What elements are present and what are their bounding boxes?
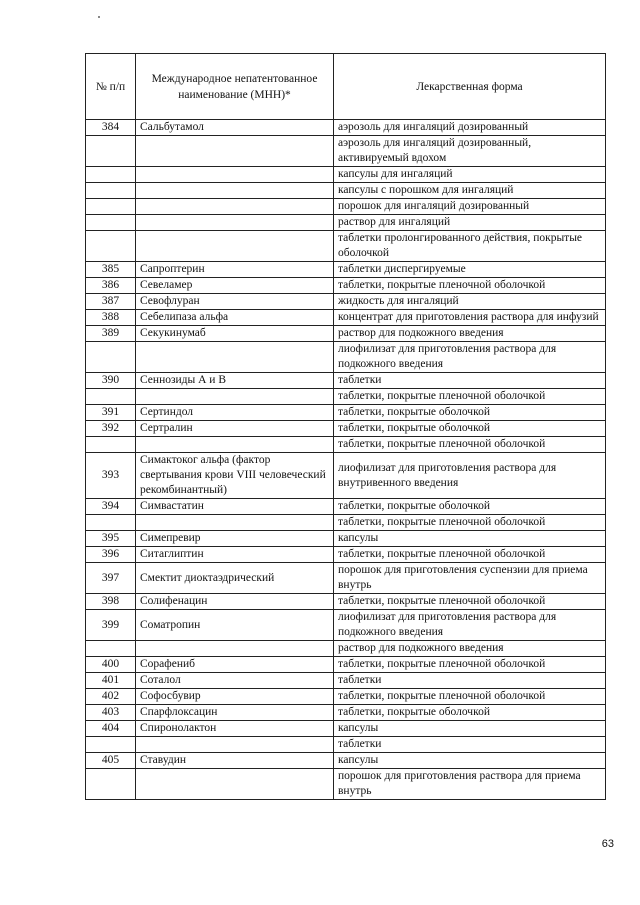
drug-name: Севеламер: [136, 278, 334, 294]
drug-name: Симактоког альфа (фактор свертывания крови VIII человеческий рекомбинантный): [136, 453, 334, 499]
table-row: [86, 531, 606, 547]
table-row: [86, 199, 606, 215]
dosage-form: таблетки пролонгированного действия, покрытые оболочкой: [334, 231, 606, 262]
row-number: 394: [86, 499, 136, 515]
drug-name: Секукинумаб: [136, 326, 334, 342]
drug-name: Ситаглиптин: [136, 547, 334, 563]
table-row: [86, 499, 606, 515]
table-row: [86, 278, 606, 294]
table-row: [86, 389, 606, 405]
dosage-form: таблетки диспергируемые: [334, 262, 606, 278]
drug-name: Сертралин: [136, 421, 334, 437]
drug-name: Спарфлоксацин: [136, 705, 334, 721]
dosage-form: таблетки, покрытые оболочкой: [334, 421, 606, 437]
dosage-form: капсулы: [334, 531, 606, 547]
row-number: [86, 437, 136, 453]
table-row: [86, 342, 606, 373]
dosage-form: таблетки, покрытые пленочной оболочкой: [334, 657, 606, 673]
table-row: [86, 405, 606, 421]
dosage-form: таблетки, покрытые пленочной оболочкой: [334, 547, 606, 563]
drug-name: [136, 199, 334, 215]
row-number: [86, 342, 136, 373]
drug-name: Симвастатин: [136, 499, 334, 515]
header-inn: Международное непатентованное наименование (МНН)*: [136, 54, 334, 120]
row-number: [86, 215, 136, 231]
table-row: [86, 547, 606, 563]
drug-name: [136, 515, 334, 531]
row-number: 396: [86, 547, 136, 563]
table-row: [86, 753, 606, 769]
dosage-form: таблетки: [334, 673, 606, 689]
row-number: 391: [86, 405, 136, 421]
drug-name: Сеннозиды А и В: [136, 373, 334, 389]
table-row: [86, 167, 606, 183]
row-number: 384: [86, 120, 136, 136]
drug-name: [136, 231, 334, 262]
drug-name: Сертиндол: [136, 405, 334, 421]
dosage-form: капсулы: [334, 721, 606, 737]
dosage-form: концентрат для приготовления раствора для инфузий: [334, 310, 606, 326]
drug-name: [136, 183, 334, 199]
table-row: [86, 689, 606, 705]
dosage-form: жидкость для ингаляций: [334, 294, 606, 310]
table-row: [86, 515, 606, 531]
drug-name: [136, 342, 334, 373]
drug-name: [136, 389, 334, 405]
dosage-form: лиофилизат для приготовления раствора для подкожного введения: [334, 610, 606, 641]
row-number: 386: [86, 278, 136, 294]
drug-name: Смектит диоктаэдрический: [136, 563, 334, 594]
drug-name: [136, 215, 334, 231]
dosage-form: раствор для ингаляций: [334, 215, 606, 231]
dosage-form: таблетки, покрытые оболочкой: [334, 405, 606, 421]
table-row: [86, 262, 606, 278]
dosage-form: таблетки, покрытые пленочной оболочкой: [334, 389, 606, 405]
dosage-form: таблетки, покрытые оболочкой: [334, 705, 606, 721]
table-row: [86, 737, 606, 753]
dosage-form: порошок для приготовления раствора для приема внутрь: [334, 769, 606, 800]
header-dosage-form: Лекарственная форма: [334, 54, 606, 120]
drug-name: [136, 737, 334, 753]
table-row: [86, 183, 606, 199]
drug-name: Себелипаза альфа: [136, 310, 334, 326]
row-number: 403: [86, 705, 136, 721]
drug-name: Сорафениб: [136, 657, 334, 673]
table-row: [86, 563, 606, 594]
medication-table: [85, 53, 606, 800]
table-row: [86, 453, 606, 499]
drug-name: Соматропин: [136, 610, 334, 641]
row-number: 385: [86, 262, 136, 278]
row-number: 395: [86, 531, 136, 547]
row-number: 389: [86, 326, 136, 342]
dosage-form: капсулы с порошком для ингаляций: [334, 183, 606, 199]
row-number: 390: [86, 373, 136, 389]
table-row: [86, 594, 606, 610]
table-row: [86, 769, 606, 800]
dosage-form: капсулы: [334, 753, 606, 769]
dosage-form: аэрозоль для ингаляций дозированный: [334, 120, 606, 136]
row-number: 400: [86, 657, 136, 673]
dosage-form: таблетки, покрытые пленочной оболочкой: [334, 689, 606, 705]
drug-name: Севофлуран: [136, 294, 334, 310]
drug-name: Спиронолактон: [136, 721, 334, 737]
row-number: 393: [86, 453, 136, 499]
table-row: [86, 215, 606, 231]
table-row: [86, 705, 606, 721]
dosage-form: порошок для приготовления суспензии для приема внутрь: [334, 563, 606, 594]
scan-speck: [98, 16, 100, 18]
row-number: [86, 515, 136, 531]
dosage-form: раствор для подкожного введения: [334, 326, 606, 342]
drug-name: [136, 167, 334, 183]
drug-name: Симепревир: [136, 531, 334, 547]
row-number: [86, 737, 136, 753]
row-number: 392: [86, 421, 136, 437]
dosage-form: раствор для подкожного введения: [334, 641, 606, 657]
drug-name: Соталол: [136, 673, 334, 689]
table-row: [86, 373, 606, 389]
row-number: 405: [86, 753, 136, 769]
table-row: [86, 294, 606, 310]
row-number: 399: [86, 610, 136, 641]
dosage-form: порошок для ингаляций дозированный: [334, 199, 606, 215]
dosage-form: таблетки, покрытые пленочной оболочкой: [334, 437, 606, 453]
row-number: 398: [86, 594, 136, 610]
drug-name: [136, 136, 334, 167]
header-number: № п/п: [86, 54, 136, 120]
drug-name: Солифенацин: [136, 594, 334, 610]
table-row: [86, 610, 606, 641]
drug-name: [136, 769, 334, 800]
row-number: [86, 769, 136, 800]
row-number: 397: [86, 563, 136, 594]
table-row: [86, 673, 606, 689]
row-number: [86, 231, 136, 262]
row-number: [86, 136, 136, 167]
table-row: [86, 231, 606, 262]
row-number: [86, 641, 136, 657]
table-row: [86, 721, 606, 737]
table-row: [86, 641, 606, 657]
dosage-form: лиофилизат для приготовления раствора для подкожного введения: [334, 342, 606, 373]
drug-name: [136, 437, 334, 453]
table-row: [86, 326, 606, 342]
row-number: 388: [86, 310, 136, 326]
dosage-form: таблетки, покрытые пленочной оболочкой: [334, 278, 606, 294]
drug-name: Ставудин: [136, 753, 334, 769]
row-number: 401: [86, 673, 136, 689]
table-row: [86, 657, 606, 673]
dosage-form: капсулы для ингаляций: [334, 167, 606, 183]
row-number: [86, 167, 136, 183]
page-number: 63: [601, 838, 614, 850]
dosage-form: таблетки, покрытые пленочной оболочкой: [334, 515, 606, 531]
row-number: [86, 199, 136, 215]
row-number: 387: [86, 294, 136, 310]
drug-name: Сапроптерин: [136, 262, 334, 278]
dosage-form: таблетки, покрытые оболочкой: [334, 499, 606, 515]
table-row: [86, 310, 606, 326]
drug-name: [136, 641, 334, 657]
table-row: [86, 120, 606, 136]
drug-name: Софосбувир: [136, 689, 334, 705]
dosage-form: таблетки: [334, 737, 606, 753]
dosage-form: таблетки, покрытые пленочной оболочкой: [334, 594, 606, 610]
table-row: [86, 136, 606, 167]
table-row: [86, 421, 606, 437]
row-number: [86, 183, 136, 199]
table-header-row: [86, 54, 606, 120]
table-row: [86, 437, 606, 453]
row-number: 402: [86, 689, 136, 705]
row-number: [86, 389, 136, 405]
row-number: 404: [86, 721, 136, 737]
drug-name: Сальбутамол: [136, 120, 334, 136]
dosage-form: лиофилизат для приготовления раствора для внутривенного введения: [334, 453, 606, 499]
dosage-form: аэрозоль для ингаляций дозированный, активируемый вдохом: [334, 136, 606, 167]
dosage-form: таблетки: [334, 373, 606, 389]
